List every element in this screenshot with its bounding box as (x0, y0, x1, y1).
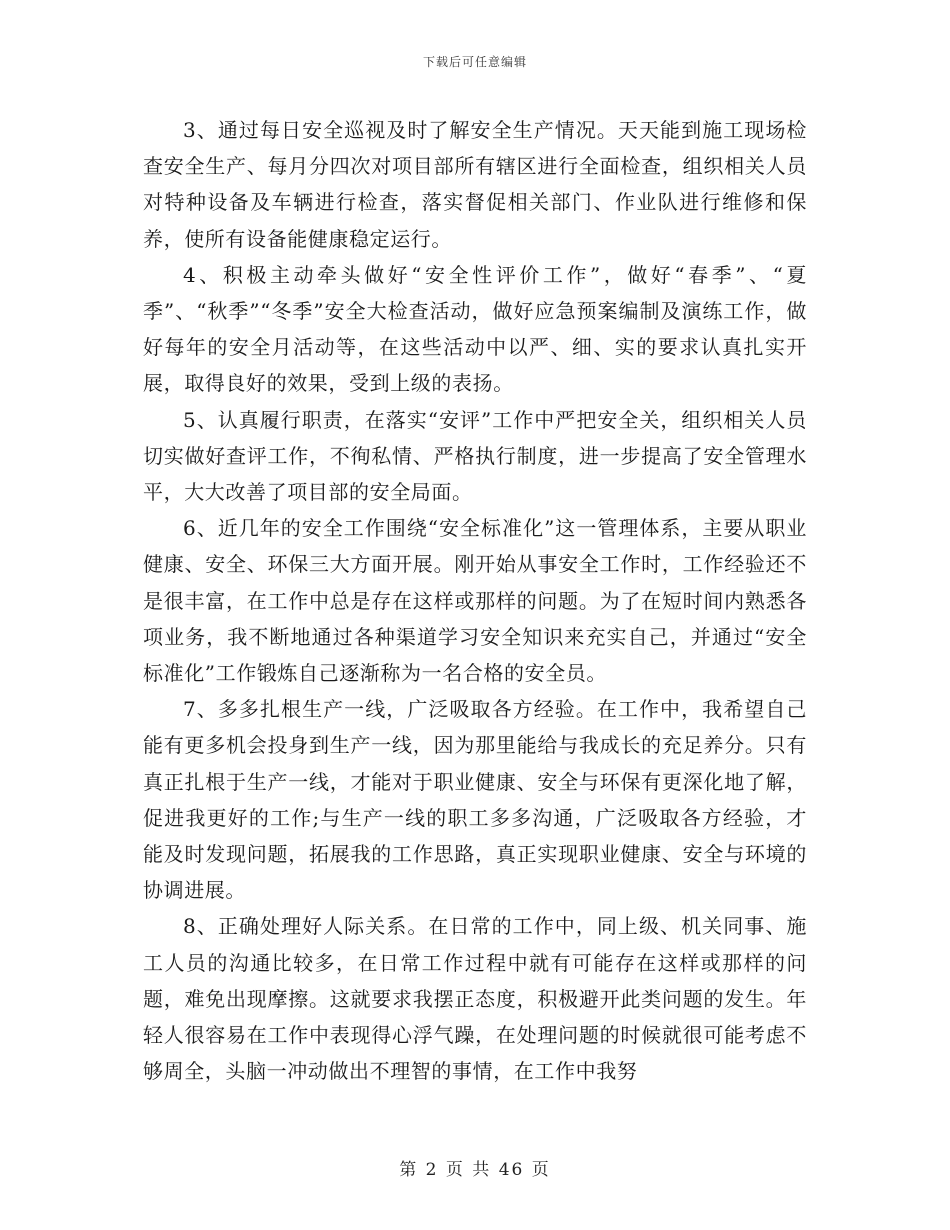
paragraph-item-4: 4、积极主动牵头做好“安全性评价工作”，做好“春季”、“夏季”、“秋季”“冬季”安全大检查活动，做好应急预案编制及演练工作，做好每年的安全月活动等，在这些活动中以严、细、实的要求认真扎实开展，取得良好的效果，受到上级的表扬。 (143, 262, 807, 396)
paragraph-item-8: 8、正确处理好人际关系。在日常的工作中，同上级、机关同事、施工人员的沟通比较多，在日常工作过程中就有可能存在这样或那样的问题，难免出现摩擦。这就要求我摆正态度，积极避开此类问题的发生。年轻人很容易在工作中表现得心浮气躁，在处理问题的时候就很可能考虑不够周全，头脑一冲动做出不理智的事情，在工作中我努 (143, 914, 807, 1084)
page-number-footer: 第 2 页 共 46 页 (399, 1160, 551, 1180)
document-body (143, 112, 807, 1089)
paragraph-item-6: 6、近几年的安全工作围绕“安全标准化”这一管理体系，主要从职业健康、安全、环保三大方面开展。刚开始从事安全工作时，工作经验还不是很丰富，在工作中总是存在这样或那样的问题。为了在短时间内熟悉各项业务，我不断地通过各种渠道学习安全知识来充实自己，并通过“安全标准化”工作锻炼自己逐渐称为一名合格的安全员。 (143, 516, 807, 686)
paragraph-item-3: 3、通过每日安全巡视及时了解安全生产情况。天天能到施工现场检查安全生产、每月分四次对项目部所有辖区进行全面检查，组织相关人员对特种设备及车辆进行检查，落实督促相关部门、作业队进行维修和保养，使所有设备能健康稳定运行。 (143, 118, 807, 251)
paragraph-item-7: 7、多多扎根生产一线，广泛吸取各方经验。在工作中，我希望自己能有更多机会投身到生产一线，因为那里能给与我成长的充足养分。只有真正扎根于生产一线，才能对于职业健康、安全与环保有更深化地了解，促进我更好的工作;与生产一线的职工多多沟通，广泛吸取各方经验，才能及时发现问题，拓展我的工作思路，真正实现职业健康、安全与环境的协调进展。 (143, 697, 807, 903)
paragraph-item-5: 5、认真履行职责，在落实“安评”工作中严把安全关，组织相关人员切实做好查评工作，不徇私情、严格执行制度，进一步提高了安全管理水平，大大改善了项目部的安全局面。 (143, 407, 807, 505)
header-note: 下载后可任意编辑 (422, 55, 527, 69)
